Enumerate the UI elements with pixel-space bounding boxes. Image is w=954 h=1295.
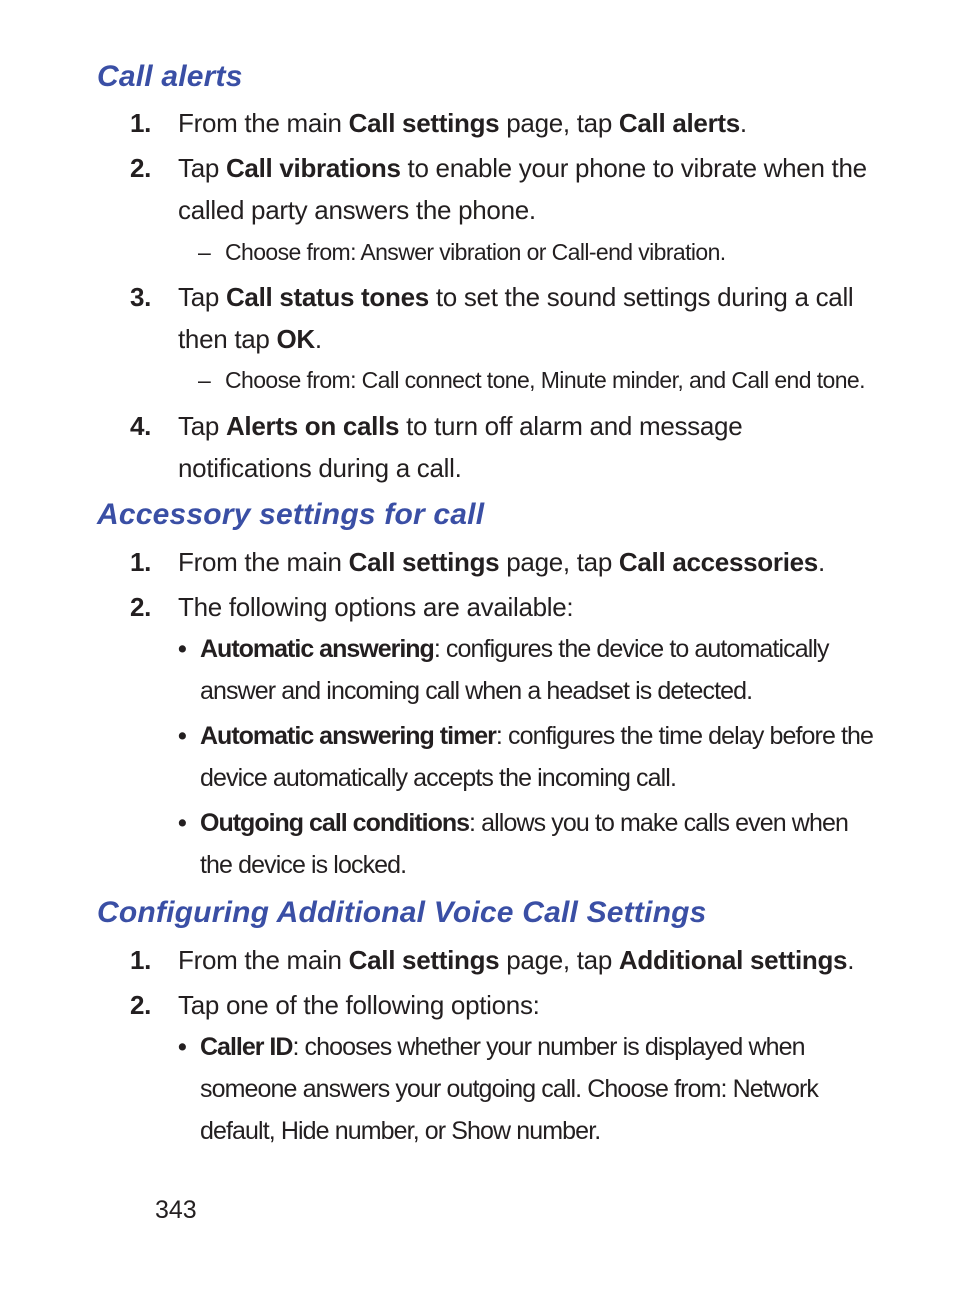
step-text: Tap Call vibrations to enable your phone to vibrate when the called party answers the phone.: [178, 153, 867, 225]
step-text: From the main Call settings page, tap Call accessories.: [178, 547, 825, 577]
step-text: Tap Call status tones to set the sound settings during a call then tap OK.: [178, 282, 854, 354]
step-number: 1.: [130, 108, 152, 138]
step-text: From the main Call settings page, tap Additional settings.: [178, 945, 855, 975]
step-text: The following options are available:: [178, 592, 574, 622]
note-text: Choose from: Call connect tone, Minute minder, and Call end tone.: [225, 367, 865, 393]
section-title-call-alerts: Call alerts: [97, 60, 243, 93]
step-text: From the main Call settings page, tap Call alerts.: [178, 108, 747, 138]
bullet-marker: •: [178, 722, 186, 750]
bullet-text: Automatic answering: configures the device to automatically answer and incoming call when a headset is detected.: [200, 635, 829, 705]
bullet-text: Outgoing call conditions: allows you to make calls even when the device is locked.: [200, 809, 848, 879]
step-number: 2.: [130, 153, 152, 183]
dash-marker: –: [198, 239, 211, 265]
step-number: 2.: [130, 592, 152, 622]
page-number: 343: [155, 1196, 197, 1224]
dash-marker: –: [198, 367, 211, 393]
step-number: 4.: [130, 411, 152, 441]
step-text: Tap one of the following options:: [178, 990, 540, 1020]
bullet-marker: •: [178, 635, 186, 663]
step-number: 3.: [130, 282, 152, 312]
step-text: Tap Alerts on calls to turn off alarm and message notifications during a call.: [178, 411, 743, 483]
bullet-marker: •: [178, 1033, 186, 1061]
step-number: 1.: [130, 547, 152, 577]
section-title-accessory-settings: Accessory settings for call: [97, 498, 485, 531]
note-text: Choose from: Answer vibration or Call-end vibration.: [225, 239, 726, 265]
step-number: 2.: [130, 990, 152, 1020]
bullet-text: Caller ID: chooses whether your number is displayed when someone answers your outgoing call. Choose from: Network default, Hide number, or Show number.: [200, 1033, 818, 1145]
bullet-marker: •: [178, 809, 186, 837]
bullet-text: Automatic answering timer: configures the time delay before the device automatically accepts the incoming call.: [200, 722, 874, 792]
section-title-additional-voice-call: Configuring Additional Voice Call Settings: [97, 896, 707, 929]
step-number: 1.: [130, 945, 152, 975]
